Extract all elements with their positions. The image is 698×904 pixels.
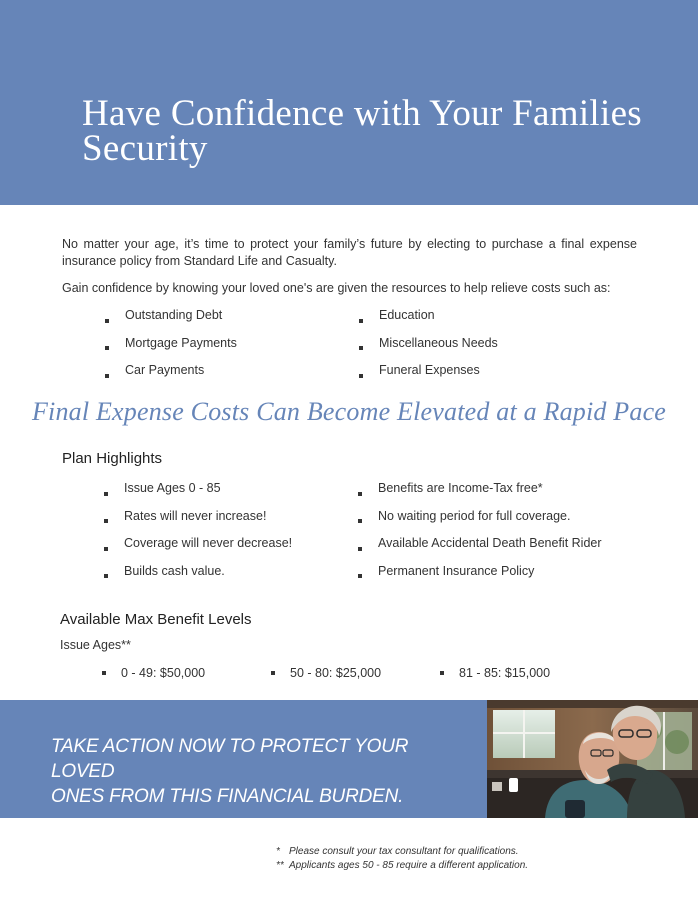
footnote-mark: ** <box>276 860 284 871</box>
list-item: Mortgage Payments <box>105 335 237 363</box>
page-title: Have Confidence with Your Families Security <box>82 93 642 169</box>
benefit-level-item: 81 - 85: $15,000 <box>440 665 550 681</box>
cta-line-2: ONES FROM THIS FINANCIAL BURDEN. <box>51 786 404 807</box>
costs-list-left <box>105 307 237 390</box>
list-item: Permanent Insurance Policy <box>358 563 602 591</box>
footnote <box>276 859 528 873</box>
benefit-levels-heading: Available Max Benefit Levels <box>60 611 252 628</box>
footnote <box>276 845 528 859</box>
section-heading-elevated-costs: Final Expense Costs Can Become Elevated at a Rapid Pace <box>31 397 667 426</box>
list-item: Rates will never increase! <box>104 508 292 536</box>
costs-list-right <box>359 307 498 390</box>
list-item: Car Payments <box>105 362 237 390</box>
intro-paragraph: No matter your age, it’s time to protect your family’s future by electing to purchase a final expense insurance policy from Standard Life and Casualty. <box>62 237 637 268</box>
plan-list-left <box>104 480 292 590</box>
benefit-level-item: 0 - 49: $50,000 <box>102 665 205 681</box>
list-item: Coverage will never decrease! <box>104 535 292 563</box>
cta-line-1: TAKE ACTION NOW TO PROTECT YOUR LOVED <box>51 736 409 782</box>
list-item: Builds cash value. <box>104 563 292 591</box>
intro-costs-lead: Gain confidence by knowing your loved one's are given the resources to help relieve costs such as: <box>62 281 611 295</box>
list-item: No waiting period for full coverage. <box>358 508 602 536</box>
list-item: Benefits are Income-Tax free* <box>358 480 602 508</box>
list-item: Issue Ages 0 - 85 <box>104 480 292 508</box>
footnote-mark: * <box>276 846 280 857</box>
list-item: Education <box>359 307 498 335</box>
footnote-text: Applicants ages 50 - 85 require a different application. <box>289 860 529 871</box>
senior-couple-photo <box>487 700 698 818</box>
call-to-action-text <box>51 734 471 809</box>
plan-highlights-heading: Plan Highlights <box>62 450 163 467</box>
footnote-text: Please consult your tax consultant for qualifications. <box>289 846 519 857</box>
list-item: Miscellaneous Needs <box>359 335 498 363</box>
plan-list-right <box>358 480 602 590</box>
benefit-level-item: 50 - 80: $25,000 <box>271 665 381 681</box>
footnotes <box>276 845 528 873</box>
list-item: Funeral Expenses <box>359 362 498 390</box>
list-item: Outstanding Debt <box>105 307 237 335</box>
issue-ages-label: Issue Ages** <box>60 638 131 652</box>
list-item: Available Accidental Death Benefit Rider <box>358 535 602 563</box>
